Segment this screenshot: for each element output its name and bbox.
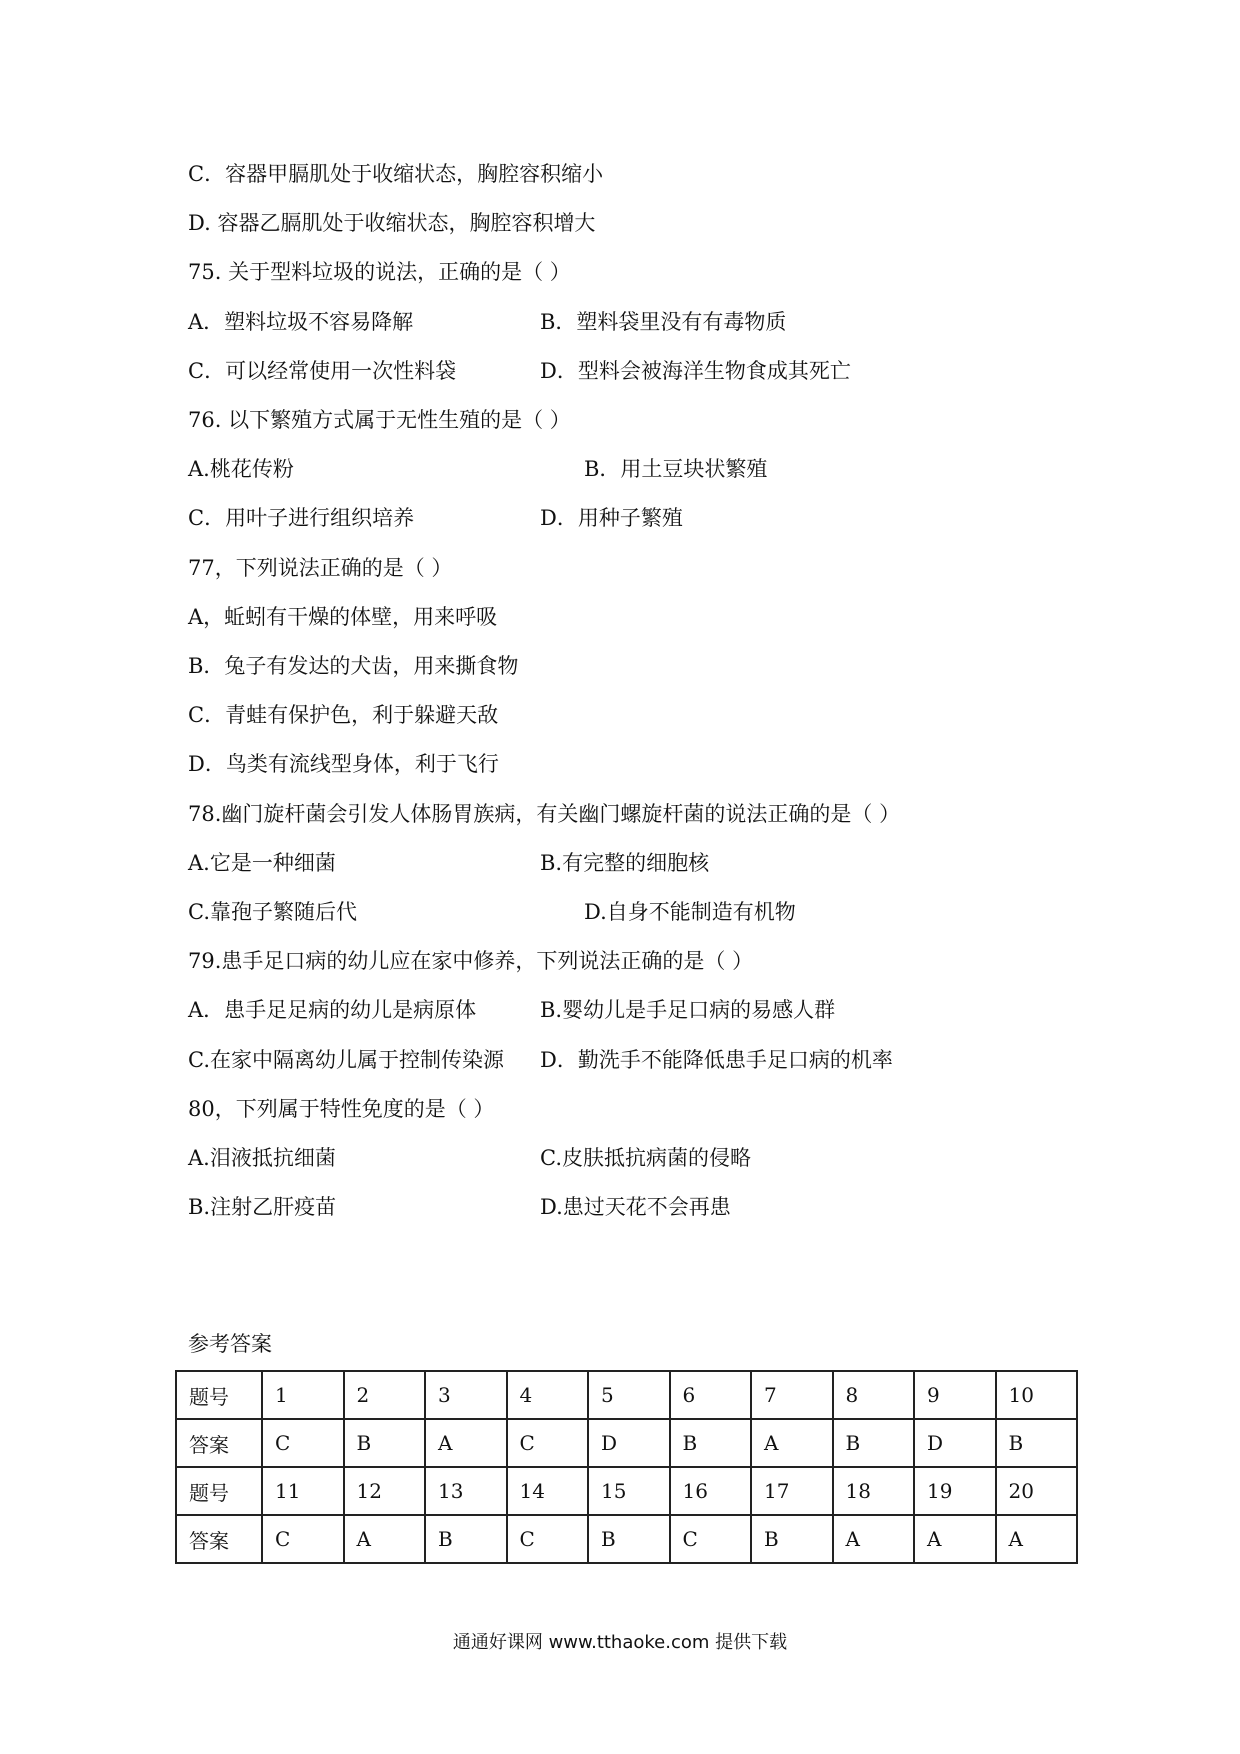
option-right: B.有完整的细胞核 — [540, 851, 710, 875]
answer-cell: 20 — [996, 1467, 1078, 1515]
answer-cell: 8 — [833, 1371, 915, 1419]
question-line: 75. 关于型料垃圾的说法，正确的是（ ） — [188, 260, 571, 284]
answer-cell: 1 — [262, 1371, 344, 1419]
option-left: C.靠孢子繁随后代 — [188, 900, 357, 924]
answer-row — [176, 1419, 1077, 1467]
question-line: 79.患手足口病的幼儿应在家中修养，下列说法正确的是（ ） — [188, 949, 754, 973]
question-line: B．兔子有发达的犬齿，用来撕食物 — [188, 654, 519, 678]
option-left: A.它是一种细菌 — [188, 851, 336, 875]
option-left: A.桃花传粉 — [188, 457, 294, 481]
answer-cell: 2 — [344, 1371, 426, 1419]
answer-cell: C — [262, 1419, 344, 1467]
option-right: C.皮肤抵抗病菌的侵略 — [540, 1146, 751, 1170]
answer-cell: A — [833, 1515, 915, 1563]
answer-cell: 13 — [425, 1467, 507, 1515]
answer-row-label: 答案 — [176, 1515, 262, 1563]
answer-cell: B — [670, 1419, 752, 1467]
answer-cell: A — [996, 1515, 1078, 1563]
answer-cell: A — [344, 1515, 426, 1563]
answer-row-label: 答案 — [176, 1419, 262, 1467]
answer-cell: B — [833, 1419, 915, 1467]
option-right: D．型料会被海洋生物食成其死亡 — [540, 359, 851, 383]
answer-key-title: 参考答案 — [188, 1332, 272, 1356]
answer-cell: 18 — [833, 1467, 915, 1515]
answer-cell: A — [425, 1419, 507, 1467]
footer-download-note: 通通好课网 www.tthaoke.com 提供下载 — [452, 1632, 788, 1653]
answer-cell: D — [914, 1419, 996, 1467]
question-line: 80，下列属于特性免度的是（ ） — [188, 1097, 495, 1121]
option-left: C．用叶子进行组织培养 — [188, 506, 415, 530]
answer-cell: 11 — [262, 1467, 344, 1515]
answer-cell: 16 — [670, 1467, 752, 1515]
question-line: C．容器甲膈肌处于收缩状态，胸腔容积缩小 — [188, 162, 604, 186]
answer-cell: 3 — [425, 1371, 507, 1419]
option-right: D．用种子繁殖 — [540, 506, 683, 530]
answer-cell: 15 — [588, 1467, 670, 1515]
option-left: A．塑料垃圾不容易降解 — [188, 310, 414, 334]
answer-cell: B — [425, 1515, 507, 1563]
answer-cell: A — [914, 1515, 996, 1563]
option-right: D．勤洗手不能降低患手足口病的机率 — [540, 1048, 893, 1072]
answer-cell: 7 — [751, 1371, 833, 1419]
option-right: B．用土豆块状繁殖 — [584, 457, 768, 481]
answer-cell: C — [262, 1515, 344, 1563]
question-line: C．青蛙有保护色，利于躲避天敌 — [188, 703, 499, 727]
answer-cell: 17 — [751, 1467, 833, 1515]
option-left: A．患手足足病的幼儿是病原体 — [188, 998, 477, 1022]
option-left: C．可以经常使用一次性料袋 — [188, 359, 457, 383]
answer-cell: B — [588, 1515, 670, 1563]
answer-key-table — [175, 1370, 1078, 1564]
question-line: D. 容器乙膈肌处于收缩状态，胸腔容积增大 — [188, 211, 596, 235]
question-line: 77，下列说法正确的是（ ） — [188, 556, 453, 580]
question-line: 76. 以下繁殖方式属于无性生殖的是（ ） — [188, 408, 571, 432]
answer-cell: 14 — [507, 1467, 589, 1515]
answer-cell: 5 — [588, 1371, 670, 1419]
question-line: 78.幽门旋杆菌会引发人体肠胃族病，有关幽门螺旋杆菌的说法正确的是（ ） — [188, 802, 901, 826]
question-line: D．鸟类有流线型身体，利于飞行 — [188, 752, 499, 776]
option-left: C.在家中隔离幼儿属于控制传染源 — [188, 1048, 504, 1072]
option-right: B．塑料袋里没有有毒物质 — [540, 310, 787, 334]
answer-cell: C — [507, 1419, 589, 1467]
answer-cell: 12 — [344, 1467, 426, 1515]
option-right: B.婴幼儿是手足口病的易感人群 — [540, 998, 836, 1022]
answer-row — [176, 1467, 1077, 1515]
answer-cell: B — [751, 1515, 833, 1563]
answer-row — [176, 1371, 1077, 1419]
answer-cell: B — [344, 1419, 426, 1467]
option-left: B.注射乙肝疫苗 — [188, 1195, 337, 1219]
option-right: D.患过天花不会再患 — [540, 1195, 731, 1219]
answer-cell: C — [507, 1515, 589, 1563]
option-right: D.自身不能制造有机物 — [584, 900, 796, 924]
answer-cell: D — [588, 1419, 670, 1467]
question-line: A，蚯蚓有干燥的体壁，用来呼吸 — [188, 605, 498, 629]
answer-cell: 19 — [914, 1467, 996, 1515]
option-left: A.泪液抵抗细菌 — [188, 1146, 336, 1170]
answer-cell: 6 — [670, 1371, 752, 1419]
answer-cell: C — [670, 1515, 752, 1563]
answer-cell: 9 — [914, 1371, 996, 1419]
answer-row — [176, 1515, 1077, 1563]
answer-row-label: 题号 — [176, 1467, 262, 1515]
answer-cell: 4 — [507, 1371, 589, 1419]
answer-cell: 10 — [996, 1371, 1078, 1419]
answer-row-label: 题号 — [176, 1371, 262, 1419]
answer-cell: B — [996, 1419, 1078, 1467]
answer-cell: A — [751, 1419, 833, 1467]
